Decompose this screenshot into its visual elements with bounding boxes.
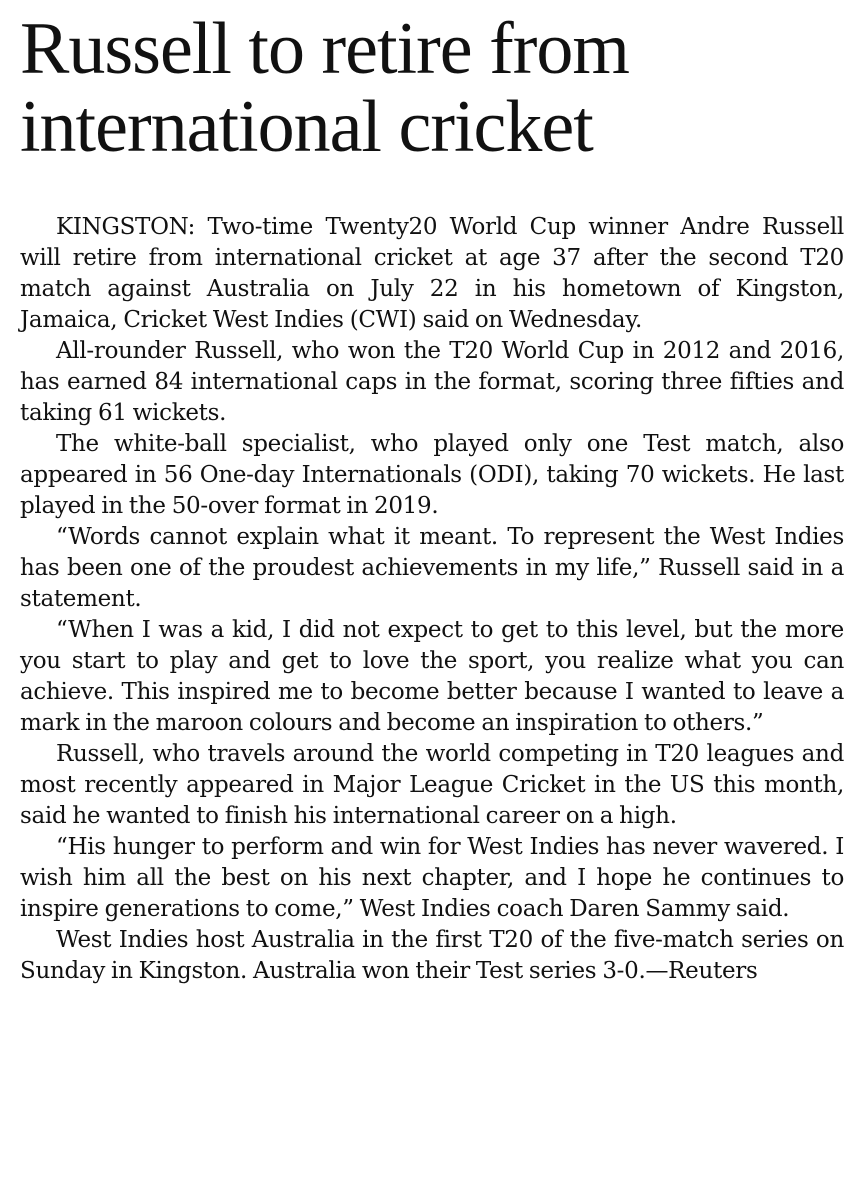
paragraph-6: Russell, who travels around the world competing in T20 leagues and most recently appeared in Major League Cricket in the US this month, said he wanted to finish his international career on a high. xyxy=(20,741,844,829)
paragraph-2: All-rounder Russell, who won the T20 World Cup in 2012 and 2016, has earned 84 international caps in the format, scoring three fifties and taking 61 wickets. xyxy=(20,338,844,426)
paragraph-4: “Words cannot explain what it meant. To represent the West Indies has been one of the proudest achievements in my life,” Russell said in a statement. xyxy=(20,524,844,612)
paragraph-7: “His hunger to perform and win for West Indies has never wavered. I wish him all the best on his next chapter, and I hope he continues to inspire generations to come,” West Indies coach Daren Sammy said. xyxy=(20,834,844,922)
paragraph-8: West Indies host Australia in the first T20 of the five-match series on Sunday in Kingston. Australia won their Test series 3-0.—Reuters xyxy=(20,927,844,984)
article-body xyxy=(20,212,844,987)
paragraph-1: KINGSTON: Two-time Twenty20 World Cup winner Andre Russell will retire from international cricket at age 37 after the second T20 match against Australia on July 22 in his hometown of Kingston, Jamaica, Cricket West Indies (CWI) said on Wednesday. xyxy=(20,214,844,333)
paragraph-3: The white-ball specialist, who played only one Test match, also appeared in 56 One-day Internationals (ODI), taking 70 wickets. He last played in the 50-over format in 2019. xyxy=(20,431,844,519)
headline: Russell to retire from international cricket xyxy=(20,8,629,168)
article xyxy=(20,10,844,987)
paragraph-5: “When I was a kid, I did not expect to get to this level, but the more you start to play and get to love the sport, you realize what you can achieve. This inspired me to become better because I wanted to leave a mark in the maroon colours and become an inspiration to others.” xyxy=(20,617,844,736)
